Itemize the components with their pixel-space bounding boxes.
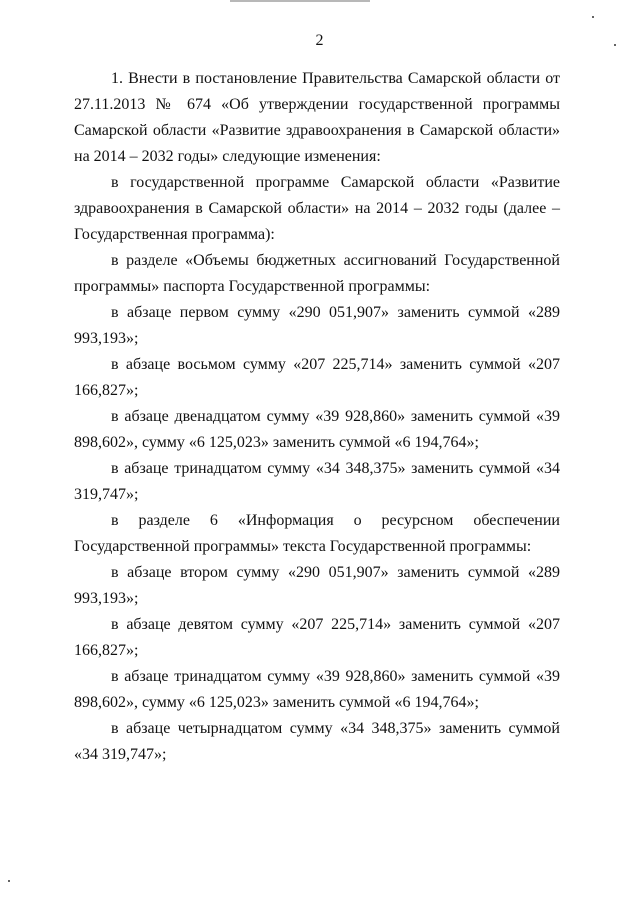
paragraph-abzac-2: в абзаце втором сумму «290 051,907» заменить суммой «289 993,193»; — [74, 564, 560, 607]
paragraph-abzac-13b: в абзаце тринадцатом сумму «39 928,860» заменить суммой «39 898,602», сумму «6 125,023» заменить суммой «6 194,764»; — [74, 668, 560, 711]
paragraph-program-reference: в государственной программе Самарской области «Развитие здравоохранения в Самарской области» на 2014 – 2032 годы (далее – Государственная программа): — [74, 174, 560, 243]
document-body — [74, 66, 560, 768]
page-number: 2 — [315, 32, 324, 49]
paragraph-section-6: в разделе 6 «Информация о ресурсном обеспечении Государственной программы» текста Государственной программы: — [74, 512, 560, 555]
scan-speck — [8, 880, 10, 882]
scan-speck — [592, 16, 594, 18]
paragraph-abzac-8: в абзаце восьмом сумму «207 225,714» заменить суммой «207 166,827»; — [74, 356, 560, 399]
paragraph-abzac-12: в абзаце двенадцатом сумму «39 928,860» заменить суммой «39 898,602», сумму «6 125,023» заменить суммой «6 194,764»; — [74, 408, 560, 451]
paragraph-amendment-intro: 1. Внести в постановление Правительства Самарской области от 27.11.2013 № 674 «Об утверждении государственной программы Самарской области «Развитие здравоохранения в Самарской области» на 2014 – 2032 годы» следующие изменения: — [74, 70, 560, 165]
paragraph-abzac-13: в абзаце тринадцатом сумму «34 348,375» заменить суммой «34 319,747»; — [74, 460, 560, 503]
scan-edge-mark — [230, 0, 370, 2]
paragraph-abzac-1: в абзаце первом сумму «290 051,907» заменить суммой «289 993,193»; — [74, 304, 560, 347]
paragraph-abzac-14: в абзаце четырнадцатом сумму «34 348,375» заменить суммой «34 319,747»; — [74, 720, 560, 763]
paragraph-abzac-9: в абзаце девятом сумму «207 225,714» заменить суммой «207 166,827»; — [74, 616, 560, 659]
paragraph-section-budget: в разделе «Объемы бюджетных ассигнований Государственной программы» паспорта Государственной программы: — [74, 252, 560, 295]
